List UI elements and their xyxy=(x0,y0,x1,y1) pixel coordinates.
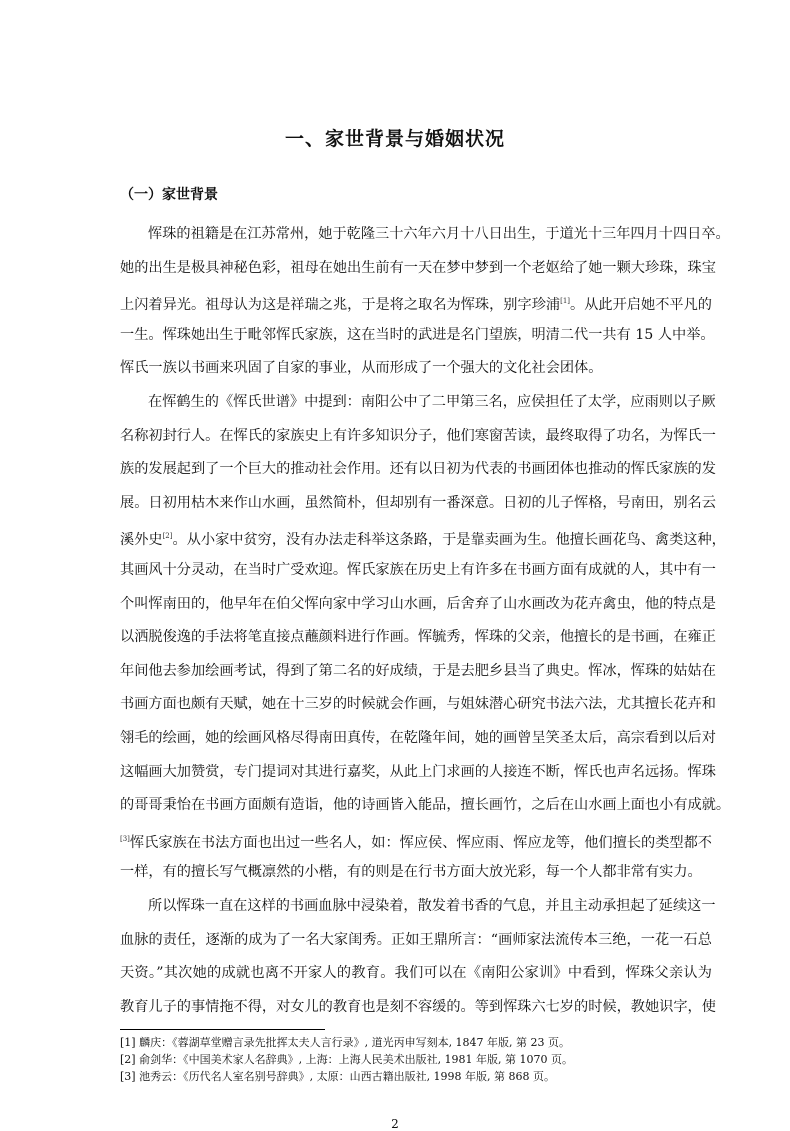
footnote-ref: [1] xyxy=(560,297,571,305)
body-line: 天资。”其次她的成就也离不开家人的教育。我们可以在《南阳公家训》中看到，恽珠父亲认为 xyxy=(120,965,712,981)
page-number: 2 xyxy=(391,1117,399,1131)
body-line: 一生。恽珠她出生于毗邻恽氏家族，这在当时的武进是名门望族，明清二代一共有 15 人中举。 xyxy=(120,327,715,343)
body-line xyxy=(120,526,726,550)
body-line: 个叫恽南田的，他早年在伯父恽向家中学习山水画，后舍弃了山水画改为花卉禽虫，他的特点是 xyxy=(120,596,716,612)
body-line: 她的出生是极具神秘色彩，祖母在她出生前有一天在梦中梦到一个老妪给了她一颗大珍珠，珠宝 xyxy=(120,260,716,276)
body-line: 族的发展起到了一个巨大的推动社会作用。还有以日初为代表的书画团体也推动的恽氏家族的发 xyxy=(120,461,716,477)
line-text: 。从此开启她不平凡的 xyxy=(570,297,712,313)
footnote-separator xyxy=(120,1029,325,1030)
line-text: 恽氏家族在书法方面也出过一些名人，如：恽应侯、恽应雨、恽应龙等，他们擅长的类型都不 xyxy=(129,835,712,851)
line-text: 溪外史 xyxy=(120,532,163,548)
section-heading: （一）家世背景 xyxy=(120,187,218,203)
body-line: 年间他去参加绘画考试，得到了第二名的好成绩，于是去肥乡县当了典史。恽冰，恽珠的姑姑在 xyxy=(120,663,716,679)
body-line: 书画方面也颇有天赋，她在十三岁的时候就会作画，与姐妹潜心研究书法六法，尤其擅长花卉和 xyxy=(120,696,716,712)
body-line: 所以恽珠一直在这样的书画血脉中浸染着，散发着书香的气息，并且主动承担起了延续这一 xyxy=(148,898,716,914)
body-line: 一样，有的擅长写气概凛然的小楷，有的则是在行书方面大放光彩，每一个人都非常有实力。 xyxy=(120,864,702,880)
body-line: 的哥哥秉怡在书画方面颇有造诣，他的诗画皆入能品，擅长画竹，之后在山水画上面也小有成就。 xyxy=(120,797,731,813)
body-line: 血脉的责任，逐渐的成为了一名大家闺秀。正如王鼎所言：“画师家法流传本三绝，一花一石总 xyxy=(120,932,712,948)
line-text: 上闪着异光。祖母认为这是祥瑞之兆，于是将之取名为恽珠，别字珍浦 xyxy=(120,297,561,313)
footnote-ref: [3] xyxy=(120,835,130,843)
body-line: 这幅画大加赞赏，专门提词对其进行嘉奖，从此上门求画的人接连不断，恽氏也声名远扬。恽珠 xyxy=(120,764,716,780)
footnote: [3] 池秀云：《历代名人室名别号辞典》, 太原：山西古籍出版社, 1998 年版, 第 868 页。 xyxy=(120,1070,556,1083)
body-line: 名称初封行人。在恽氏的家族史上有许多知识分子，他们寒窗苦读，最终取得了功名，为恽氏一 xyxy=(120,428,716,444)
body-line: 以洒脱俊逸的手法将笔直接点蘸颜料进行作画。恽毓秀，恽珠的父亲，他擅长的是书画，在雍正 xyxy=(120,629,716,645)
body-line: 翎毛的绘画，她的绘画风格尽得南田真传，在乾隆年间，她的画曾呈笑圣太后，高宗看到以后对 xyxy=(120,730,716,746)
line-text: 。从小家中贫穷，没有办法走科举这条路，于是靠卖画为生。他擅长画花鸟、禽类这种， xyxy=(172,532,726,548)
body-line xyxy=(120,829,712,853)
body-line: 恽氏一族以书画来巩固了自家的事业，从而形成了一个强大的文化社会团体。 xyxy=(120,360,603,376)
footnote: [2] 俞剑华：《中国美术家人名辞典》, 上海：上海人民美术出版社, 1981 年版, 第 1070 页。 xyxy=(120,1053,574,1066)
chapter-title: 一、家世背景与婚姻状况 xyxy=(284,128,505,150)
footnote-ref: [2] xyxy=(162,532,173,540)
body-line xyxy=(120,291,712,315)
body-line: 展。日初用枯木来作山水画，虽然简朴，但却别有一番深意。日初的儿子恽格，号南田，别名云 xyxy=(120,495,716,511)
body-line: 其画风十分灵动，在当时广受欢迎。恽氏家族在历史上有许多在书画方面有成就的人，其中有一 xyxy=(120,562,716,578)
body-line: 在恽鹤生的《恽氏世谱》中提到：南阳公中了二甲第三名，应侯担任了太学，应雨则以子厥 xyxy=(148,394,716,410)
footnote: [1] 麟庆：《蓉湖草堂赠言录先批挥太夫人言行录》, 道光丙申写刻本, 1847 年版, 第 23 页。 xyxy=(120,1036,571,1049)
body-line: 教育儿子的事情拖不得，对女儿的教育也是刻不容缓的。等到恽珠六七岁的时候，教她识字，使 xyxy=(120,999,716,1015)
body-line: 恽珠的祖籍是在江苏常州，她于乾隆三十六年六月十八日出生，于道光十三年四月十四日卒。 xyxy=(148,226,730,242)
